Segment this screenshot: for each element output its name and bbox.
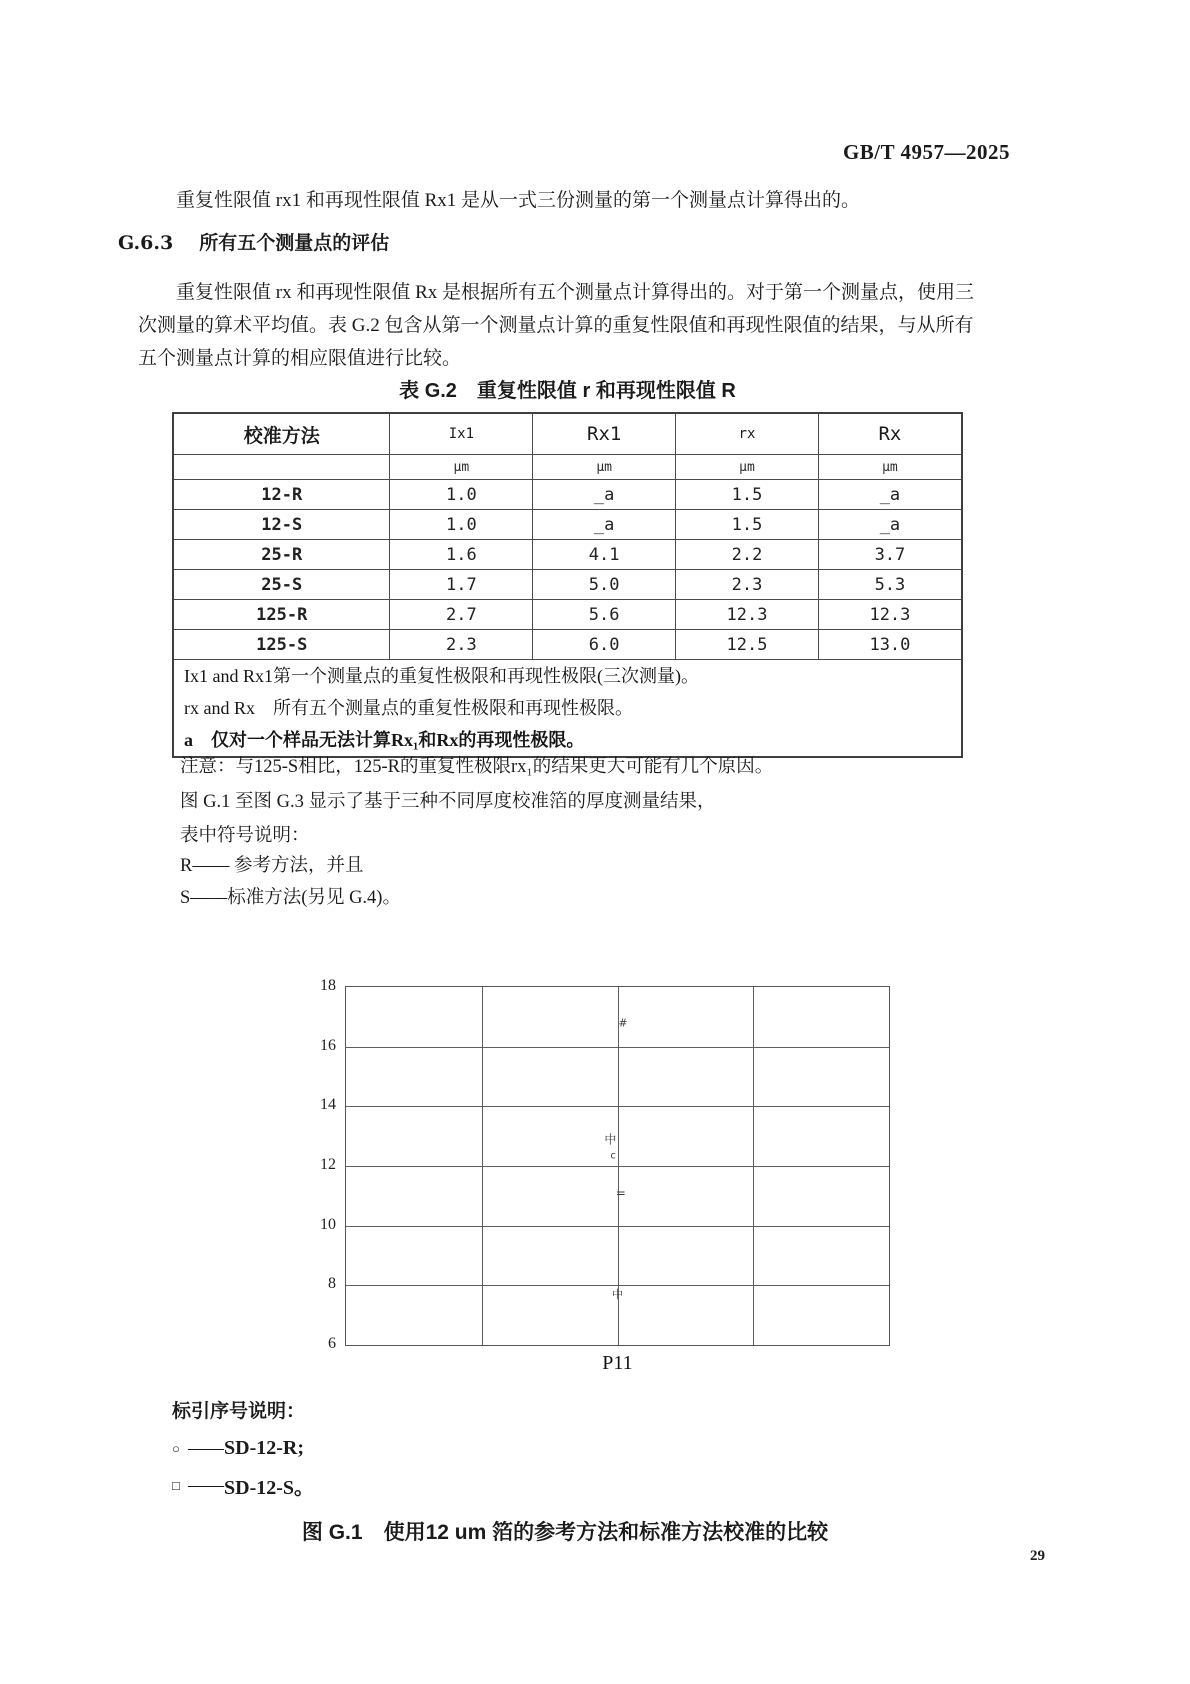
note-line: 注意：与125-S相比，125-R的重复性极限rx₁的结果更大可能有几个原因。	[180, 757, 774, 777]
footnote-text: rx and Rx 所有五个测量点的重复性极限和再现性极限。	[184, 698, 633, 718]
note-line: R—— 参考方法，并且	[180, 856, 364, 876]
unit-cell: μm	[676, 455, 819, 480]
table-row	[173, 480, 962, 510]
cell-value: 6.0	[533, 630, 676, 660]
figure-legend	[172, 1396, 314, 1511]
table-header-row	[173, 413, 962, 455]
data-point-marker: c	[610, 1150, 616, 1162]
footnote-text: Ix1 and Rx1第一个测量点的重复性极限和再现性极限(三次测量)。	[173, 660, 962, 693]
section-number: G.6.3	[118, 232, 174, 254]
cell-value: 5.3	[818, 570, 962, 600]
cell-value: _a	[533, 480, 676, 510]
table-g2	[172, 412, 963, 758]
y-tick-label: 16	[320, 1036, 336, 1054]
doc-code: GB/T 4957—2025	[842, 140, 1010, 164]
square-marker-icon: □	[172, 1477, 180, 1493]
x-axis-label: P11	[602, 1352, 633, 1374]
y-tick-label: 14	[320, 1096, 336, 1114]
unit-cell: μm	[818, 455, 962, 480]
cell-value: 2.3	[390, 630, 533, 660]
cell-method: 125-R	[173, 600, 390, 630]
figure-plot	[320, 977, 890, 1374]
table-g2-wrap	[172, 412, 963, 758]
data-point-marker: 中	[612, 1287, 623, 1301]
unit-cell: μm	[533, 455, 676, 480]
table-row	[173, 630, 962, 660]
cell-value: 2.2	[676, 540, 819, 570]
intro-paragraph: 重复性限值 rx1 和再现性限值 Rx1 是从一式三份测量的第一个测量点计算得出的。	[176, 190, 861, 211]
legend-item	[172, 1437, 314, 1460]
cell-method: 25-R	[173, 540, 390, 570]
section-heading	[118, 228, 389, 255]
cell-method: 12-S	[173, 510, 390, 540]
section-title: 所有五个测量点的评估	[199, 233, 390, 254]
table-footnote	[173, 692, 962, 724]
data-point-marker: #	[618, 1016, 628, 1030]
v-gridline	[753, 987, 754, 1345]
legend-dash: ——	[188, 1474, 222, 1496]
table-footnote	[173, 660, 962, 693]
cell-method: 125-S	[173, 630, 390, 660]
cell-value: 1.6	[390, 540, 533, 570]
cell-value: 1.0	[390, 480, 533, 510]
y-tick-label: 10	[320, 1215, 336, 1233]
cell-value: 12.3	[676, 600, 819, 630]
cell-value: _a	[818, 510, 962, 540]
table-title: 表 G.2 重复性限值 r 和再现性限值 R	[399, 380, 736, 402]
body-line: 五个测量点计算的相应限值进行比较。	[138, 348, 462, 369]
data-point-marker: =	[615, 1185, 626, 1200]
cell-value: 2.7	[390, 600, 533, 630]
unit-cell-empty	[173, 455, 390, 480]
col-header-rx1: Rx1	[533, 413, 676, 455]
page-number: 29	[1030, 1548, 1045, 1564]
cell-value: 3.7	[818, 540, 962, 570]
figure-caption: 图 G.1 使用12 um 箔的参考方法和标准方法校准的比较	[301, 1521, 829, 1544]
legend-label: SD-12-R;	[224, 1437, 304, 1459]
cell-value: 2.3	[676, 570, 819, 600]
y-tick-label: 12	[320, 1156, 336, 1173]
cell-value: 12.3	[818, 600, 962, 630]
y-tick-label: 8	[328, 1275, 336, 1293]
y-tick-label: 18	[320, 977, 336, 994]
cell-method: 25-S	[173, 570, 390, 600]
body-paragraph	[138, 276, 1063, 375]
cell-value: _a	[533, 510, 676, 540]
col-header-ix1: Ix1	[390, 413, 533, 455]
v-gridline	[482, 987, 483, 1345]
table-row	[173, 510, 962, 540]
cell-value: _a	[818, 480, 962, 510]
cell-value: 1.5	[676, 510, 819, 540]
cell-value: 1.7	[390, 570, 533, 600]
legend-label: SD-12-S。	[224, 1477, 315, 1499]
note-line: 表中符号说明：	[180, 826, 310, 846]
table-row	[173, 600, 962, 630]
legend-dash: ——	[188, 1437, 222, 1459]
legend-item	[172, 1471, 314, 1500]
body-line: 重复性限值 rx 和再现性限值 Rx 是根据所有五个测量点计算得出的。对于第一个测量点，使用三	[176, 282, 975, 303]
col-header-rx: rx	[676, 413, 819, 455]
cell-value: 13.0	[818, 630, 962, 660]
col-header-method: 校准方法	[173, 413, 390, 455]
cell-value: 1.0	[390, 510, 533, 540]
cell-value: 4.1	[533, 540, 676, 570]
table-row	[173, 570, 962, 600]
cell-value: 5.6	[533, 600, 676, 630]
y-tick-label: 6	[328, 1335, 336, 1352]
legend-heading: 标引序号说明：	[172, 1401, 306, 1422]
unit-cell: μm	[390, 455, 533, 480]
body-line: 次测量的算术平均值。表 G.2 包含从第一个测量点计算的重复性限值和再现性限值的结果，与从所有	[138, 315, 974, 336]
circle-marker-icon: ○	[172, 1440, 180, 1456]
data-point-marker: 中	[604, 1132, 617, 1147]
note-line: S——标准方法(另见 G.4)。	[180, 888, 401, 908]
cell-value: 5.0	[533, 570, 676, 600]
table-unit-row	[173, 455, 962, 480]
footnote-text: a 仅对一个样品无法计算Rx₁和Rx的再现性极限。	[184, 730, 585, 750]
cell-method: 12-R	[173, 480, 390, 510]
note-line: 图 G.1 至图 G.3 显示了基于三种不同厚度校准箔的厚度测量结果，	[180, 792, 716, 812]
cell-value: 12.5	[676, 630, 819, 660]
cell-value: 1.5	[676, 480, 819, 510]
col-header-Rx: Rx	[818, 413, 962, 455]
table-row	[173, 540, 962, 570]
